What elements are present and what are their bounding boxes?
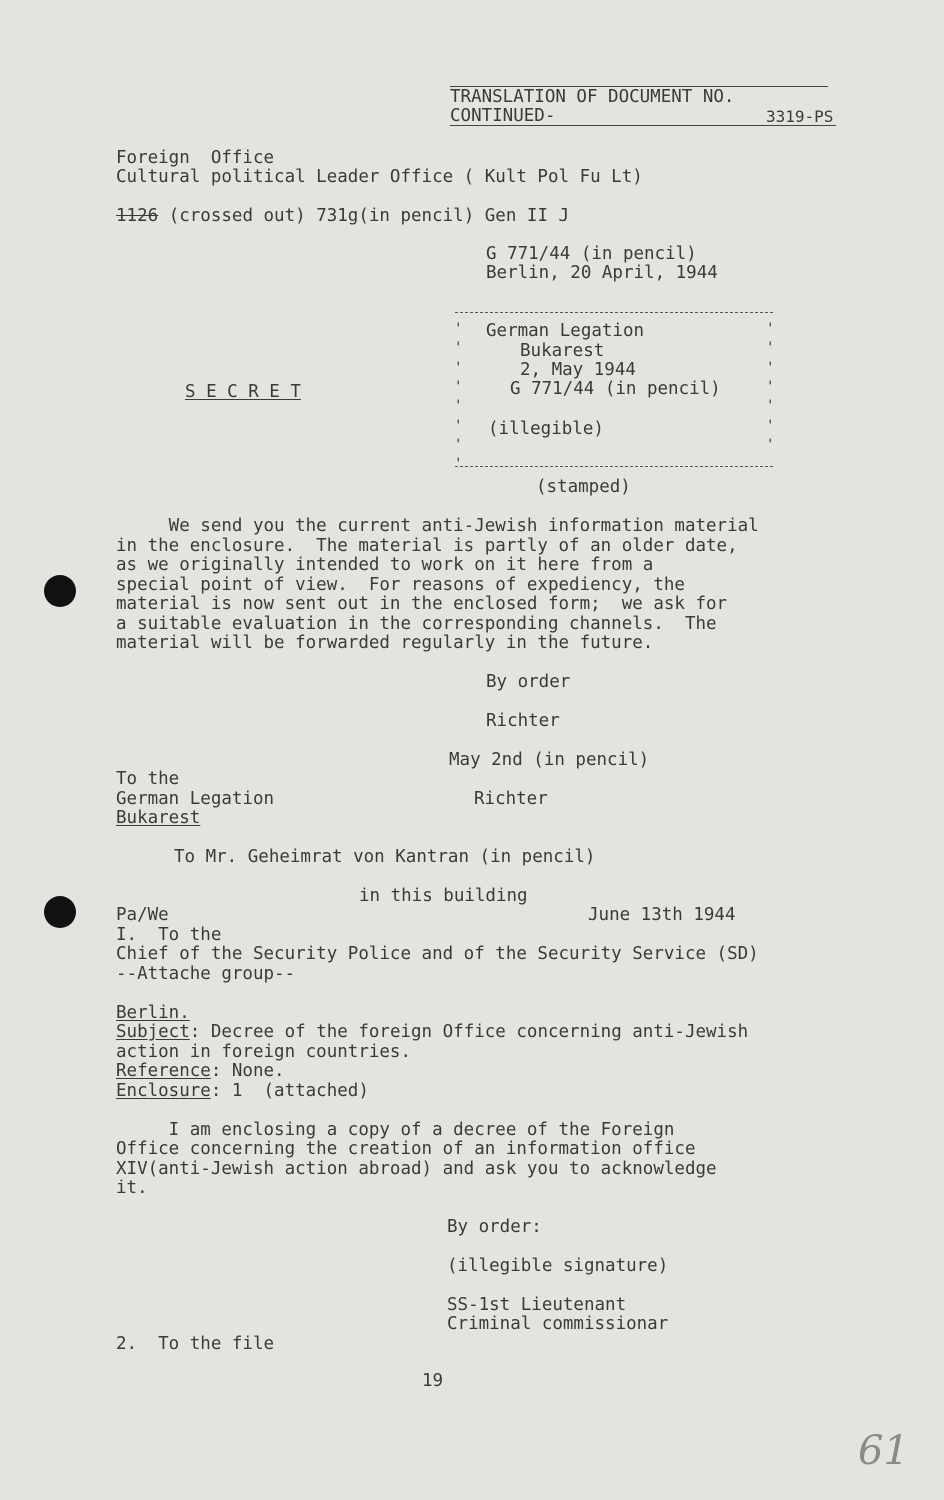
subject-label: Subject — [116, 1022, 190, 1042]
stamp-caption: (stamped) — [536, 477, 631, 497]
stamp-line-3: 2, May 1944 — [520, 360, 636, 380]
crossed-out-number: 1126 — [116, 206, 159, 226]
body-2-line-3: XIV(anti-Jewish action abroad) and ask you to acknowledge — [116, 1159, 717, 1179]
header-continued: CONTINUED- — [450, 106, 556, 126]
reference-line — [116, 1062, 285, 1082]
illegible-signature: (illegible signature) — [447, 1256, 669, 1276]
reference-label: Reference — [116, 1061, 211, 1081]
header-title: TRANSLATION OF DOCUMENT NO. — [450, 87, 735, 107]
reference-text: : None. — [210, 1061, 285, 1081]
stamp-line-5: (illegible) — [488, 419, 604, 439]
second-city: Berlin. — [116, 1003, 190, 1023]
sender-line-2: Cultural political Leader Office ( Kult Pol Fu Lt) — [116, 167, 643, 187]
stamp-line-2: Bukarest — [520, 341, 605, 361]
by-order-2: By order: — [447, 1217, 542, 1237]
in-this-building: in this building — [359, 886, 528, 906]
stamp-bottom-border — [455, 466, 773, 467]
to-mr-line: To Mr. Geheimrat von Kantran (in pencil) — [174, 847, 596, 867]
punch-hole-top — [44, 575, 76, 607]
rank-line-2: Criminal commissionar — [447, 1314, 669, 1334]
second-date: June 13th 1944 — [588, 905, 736, 925]
body-1-line-6: a suitable evaluation in the corresponding channels. The — [116, 614, 717, 634]
sender-line-1: Foreign Office — [116, 148, 275, 168]
enclosure-line — [116, 1082, 369, 1102]
document-number: 3319-PS — [766, 107, 834, 126]
body-2-line-1: I am enclosing a copy of a decree of the Foreign — [116, 1120, 675, 1140]
rank-line-1: SS-1st Lieutenant — [447, 1295, 627, 1315]
to-the-file: 2. To the file — [116, 1334, 275, 1354]
subject-text: : Decree of the foreign Office concerning anti-Jewish — [189, 1022, 749, 1042]
addressee-line-2: German Legation — [116, 789, 275, 809]
body-1-line-2: in the enclosure. The material is partly of an older date, — [116, 536, 738, 556]
second-line-1: I. To the — [116, 925, 222, 945]
signer-name: Richter — [486, 711, 560, 731]
body-1-line-1: We send you the current anti-Jewish information material — [116, 516, 759, 536]
page-number: 19 — [422, 1371, 444, 1391]
by-order-1: By order — [486, 672, 571, 692]
stamp-top-border — [455, 312, 773, 313]
reference-number: G 771/44 (in pencil) — [486, 244, 697, 264]
stamp-line-4: G 771/44 (in pencil) — [510, 379, 721, 399]
file-reference — [116, 207, 569, 227]
body-1-line-5: material is now sent out in the enclosed form; we ask for — [116, 594, 728, 614]
addressee-line-1: To the — [116, 769, 180, 789]
body-1-line-3: as we originally intended to work on it here from a — [116, 555, 654, 575]
body-2-line-4: it. — [116, 1178, 148, 1198]
body-1-line-4: special point of view. For reasons of expediency, the — [116, 575, 685, 595]
initials: Pa/We — [116, 905, 169, 925]
body-2-line-2: Office concerning the creation of an information office — [116, 1139, 696, 1159]
body-1-line-7: material will be forwarded regularly in the future. — [116, 633, 654, 653]
enclosure-text: : 1 (attached) — [210, 1081, 369, 1101]
secret-marking: S E C R E T — [185, 382, 301, 402]
addressee-city: Bukarest — [116, 808, 201, 828]
place-date: Berlin, 20 April, 1944 — [486, 263, 718, 283]
file-reference-text: (crossed out) 731g(in pencil) Gen II J — [158, 206, 570, 226]
enclosure-label: Enclosure — [116, 1081, 211, 1101]
document-page: TRANSLATION OF DOCUMENT NO. CONTINUED- 3319-PS Foreign Office Cultural political Leader Office ( Kult Pol Fu Lt) 1126 (crossed out) 731g(in pencil) Gen II J G 771/44 (in pencil) Berlin, 20 April, 1944 ' ' ' ' ' ' ' ' ' ' ' ' ' ' ' German Legation Bukarest 2, May 1944 G 771/44 (in pencil) (illegible) (stamped) S E C R E T We send you the current anti-Jewish information material in the enclosure. The material is partly of an older date, as we originally intended to work on it here from a special point of view. For reasons of expediency, the material is now sent out in the enclosed form; we ask for a suitable evaluation in the corresponding channels. The material will be forwarded regularly in the future. By order Richter May 2nd (in pencil) Richter To the German Legation Bukarest To Mr. Geheimrat von Kantran (in pencil) in this building Pa/We June 13th 1944 I. To the Chief of the Security Police and of the Security Service (SD) --Attache group-- Berlin. Subject: Decree of the foreign Office concerning anti-Jewish action in foreign countries. Reference: None. Enclosure: 1 (attached) I am enclosing a copy of a decree of the Foreign Office concerning the creation of an information office XIV(anti-Jewish action abroad) and ask you to acknowledge it. By order: (illegible signature) SS-1st Lieutenant Criminal commissionar 2. To the file 19 61 — [0, 0, 944, 1500]
handwritten-page-number: 61 — [858, 1428, 909, 1474]
pencil-date: May 2nd (in pencil) — [449, 750, 650, 770]
punch-hole-bottom — [44, 896, 76, 928]
second-line-2: Chief of the Security Police and of the Security Service (SD) — [116, 944, 759, 964]
header-bottom-rule — [450, 125, 836, 126]
signer-name-2: Richter — [474, 789, 548, 809]
stamp-line-1: German Legation — [486, 321, 645, 341]
subject-line-2: action in foreign countries. — [116, 1042, 412, 1062]
second-line-3: --Attache group-- — [116, 964, 296, 984]
subject-line — [116, 1023, 748, 1043]
